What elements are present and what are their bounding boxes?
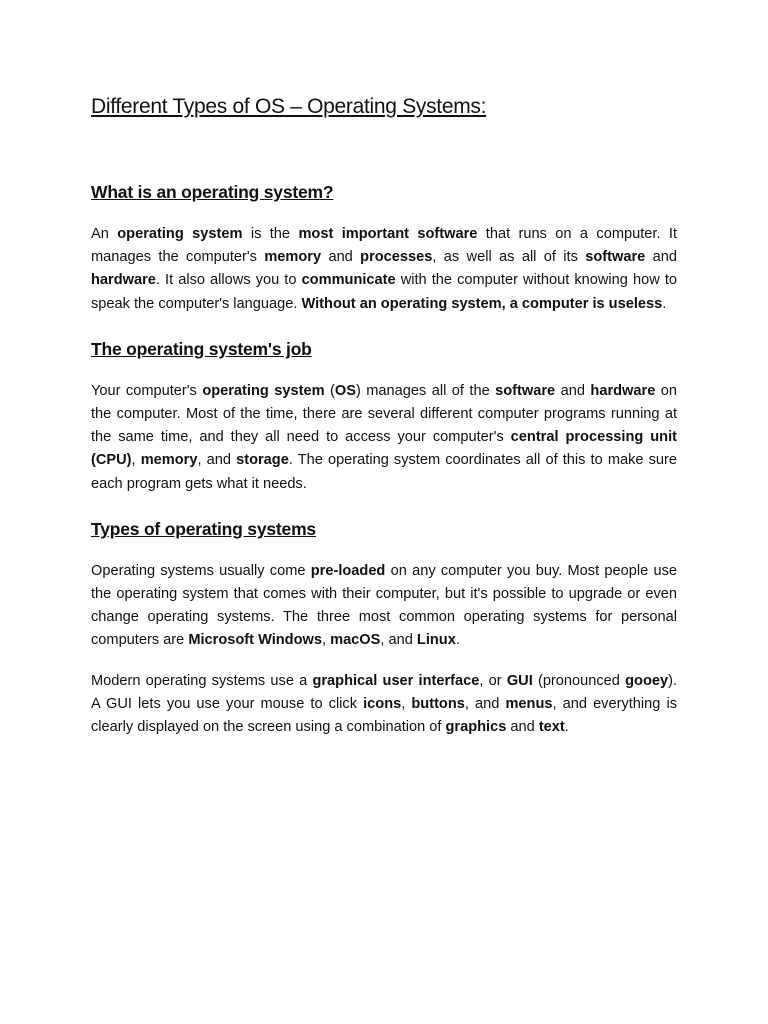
bold-term: menus (505, 695, 553, 712)
bold-term: Without an operating system, a computer is useless (301, 295, 663, 312)
section-heading: Types of operating systems (91, 518, 316, 539)
bold-term: hardware (91, 272, 156, 289)
bold-term: gooey (625, 672, 669, 689)
section-types-of-os (91, 516, 677, 739)
bold-term: graphical user interface (312, 672, 480, 689)
section-heading: What is an operating system? (91, 182, 334, 202)
bold-term: text (538, 719, 565, 736)
section-paragraph: Modern operating systems use a graphical user interface, or GUI (pronounced gooey). A GUI lets you use your mouse to click icons, buttons, and menus, and everything is clearly displayed on the screen using a combination of graphics and text. (91, 672, 678, 736)
section-what-is-os (91, 179, 677, 316)
document-title: Different Types of OS – Operating Systems: (91, 95, 487, 118)
bold-term: Microsoft Windows (188, 632, 322, 649)
section-os-job (91, 336, 677, 496)
bold-term: communicate (301, 272, 396, 289)
section-paragraph: Your computer's operating system (OS) manages all of the software and hardware on the computer. Most of the time, there are several different computer programs running at the same time, and they all need to access your computer's central processing unit (CPU), memory, and storage. The operating system coordinates all of this to make sure each program gets what it needs. (91, 382, 678, 492)
bold-term: processes (360, 249, 433, 266)
bold-term: storage (236, 452, 289, 469)
section-paragraph: An operating system is the most important software that runs on a computer. It manages the computer's memory and processes, as well as all of its software and hardware. It also allows you to communicate with the computer without knowing how to speak the computer's language. Without an operating system, a computer is useless. (91, 226, 678, 312)
bold-term: operating system (202, 382, 325, 399)
section-paragraph: Operating systems usually come pre-loaded on any computer you buy. Most people use the operating system that comes with their computer, but it's possible to upgrade or even change operating systems. The three most common operating systems for personal computers are Microsoft Windows, macOS, and Linux. (91, 562, 678, 649)
bold-term: Linux (416, 632, 456, 649)
bold-term: memory (264, 249, 322, 266)
bold-term: pre-loaded (310, 562, 386, 579)
bold-term: software (495, 382, 556, 399)
bold-term: macOS (330, 632, 381, 649)
bold-term: memory (140, 452, 198, 469)
bold-term: graphics (445, 719, 507, 736)
bold-term: icons (363, 695, 402, 712)
bold-term: software (585, 249, 646, 266)
bold-term: OS (334, 382, 356, 399)
bold-term: central processing unit (CPU) (91, 429, 677, 469)
document-page (91, 92, 677, 756)
section-heading: The operating system's job (91, 338, 312, 359)
bold-term: buttons (411, 695, 465, 712)
bold-term: most important software (298, 226, 478, 242)
bold-term: operating system (117, 226, 243, 242)
bold-term: hardware (590, 382, 656, 399)
bold-term: GUI (506, 672, 533, 689)
